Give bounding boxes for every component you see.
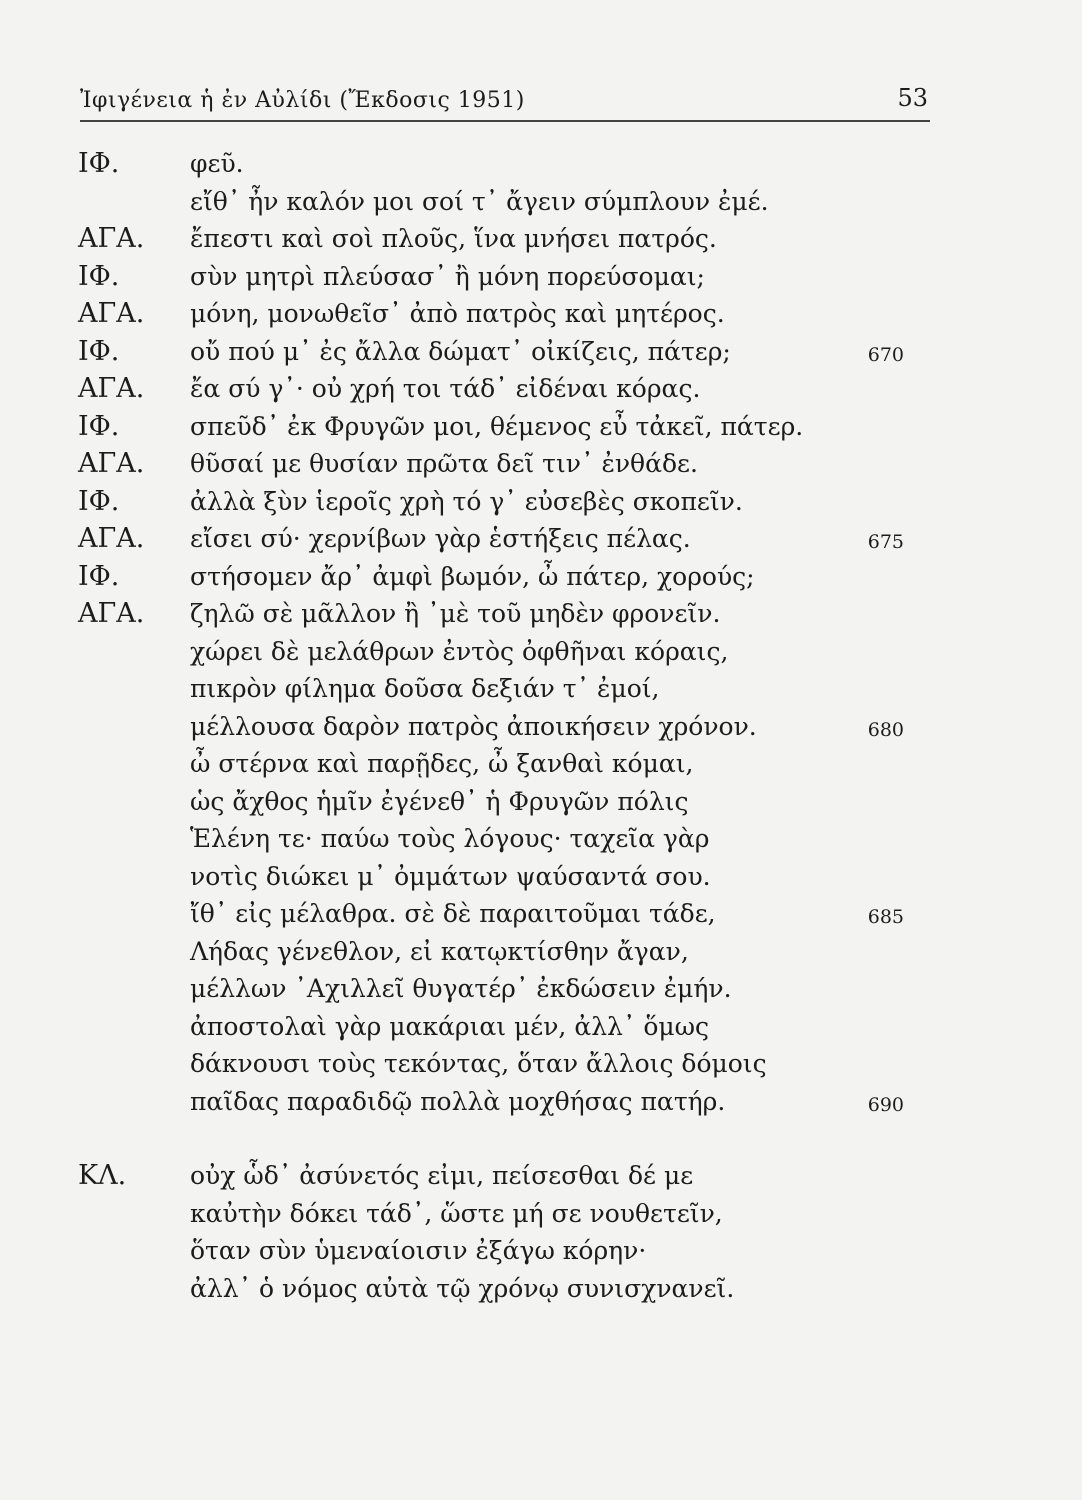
verse-line <box>0 220 1082 258</box>
speaker-label: ΑΓΑ. <box>78 298 145 329</box>
verse-line <box>0 1008 1082 1046</box>
verse-text: Λήδας γένεθλον, εἰ κατῳκτίσθην ἄγαν, <box>190 936 689 966</box>
verse-line <box>0 333 1082 371</box>
verse-text: ἀλλὰ ξὺν ἱεροῖς χρὴ τό γ᾽ εὐσεβὲς σκοπεῖν. <box>190 486 743 516</box>
verse-text: σπεῦδ᾽ ἐκ Φρυγῶν μοι, θέμενος εὖ τἀκεῖ, πάτερ. <box>190 411 804 441</box>
verse-line <box>0 295 1082 333</box>
header-title: Ἰφιγένεια ἡ ἐν Αὐλίδι (Ἔκδοσις 1951) <box>80 88 525 113</box>
speaker-label: ΑΓΑ. <box>78 448 145 479</box>
verse-line <box>0 708 1082 746</box>
verse-text: ἔα σύ γ᾽· οὐ χρή τοι τάδ᾽ εἰδέναι κόρας. <box>190 374 701 403</box>
speaker-label: ΙΦ. <box>78 485 120 517</box>
verse-line <box>0 820 1082 858</box>
verse-line <box>0 183 1082 221</box>
line-number: 680 <box>867 718 904 741</box>
verse-text: ἔπεστι καὶ σοὶ πλοῦς, ἵνα μνήσει πατρός. <box>190 224 717 253</box>
verse-text: ὦ στέρνα καὶ παρῇδες, ὦ ξανθαὶ κόμαι, <box>190 749 694 778</box>
verse-line <box>0 745 1082 783</box>
speaker-label: ΙΦ. <box>78 560 120 592</box>
line-number: 685 <box>867 906 904 928</box>
verse-text: δάκνουσι τοὺς τεκόντας, ὅταν ἄλλοις δόμοις <box>190 1049 767 1078</box>
verse-text: εἴθ᾽ ἦν καλόν μοι σοί τ᾽ ἄγειν σύμπλουν ἐμέ. <box>190 186 769 216</box>
verse-text: φεῦ. <box>190 149 244 178</box>
verse-text: καὐτὴν δόκει τάδ᾽, ὥστε μή σε νουθετεῖν, <box>190 1198 723 1228</box>
speaker-label: ΙΦ. <box>78 148 120 179</box>
verse-text: μέλλων ᾽Αχιλλεῖ θυγατέρ᾽ ἐκδώσειν ἐμήν. <box>190 974 732 1003</box>
verse-line <box>0 258 1082 296</box>
running-header <box>80 80 930 122</box>
verse-line <box>0 445 1082 483</box>
verse-line <box>0 520 1082 558</box>
verse-line <box>0 895 1082 933</box>
verse-line <box>0 1083 1082 1121</box>
verse-line <box>0 145 1082 183</box>
verse-line <box>0 408 1082 446</box>
line-number: 675 <box>867 531 904 553</box>
verse-text: ὅταν σὺν ὑμεναίοισιν ἐξάγω κόρην· <box>190 1236 647 1265</box>
verse-text: οὔ πού μ᾽ ἐς ἄλλα δώματ᾽ οἰκίζεις, πάτερ; <box>190 336 731 366</box>
verse-line <box>0 1195 1082 1233</box>
verse-text: στήσομεν ἄρ᾽ ἀμφὶ βωμόν, ὦ πάτερ, χορούς; <box>190 561 755 591</box>
verse-line <box>0 783 1082 821</box>
speaker-label: ΑΓΑ. <box>78 523 145 554</box>
verse-text: μέλλουσα δαρὸν πατρὸς ἀποικήσειν χρόνον. <box>190 711 757 741</box>
verse-text: νοτὶς διώκει μ᾽ ὀμμάτων ψαύσαντά σου. <box>190 861 711 891</box>
verse-text: οὐχ ὧδ᾽ ἀσύνετός εἰμι, πείσεσθαι δέ με <box>190 1161 694 1190</box>
verse-line <box>0 370 1082 408</box>
verse-line <box>0 1045 1082 1083</box>
verse-line <box>0 595 1082 633</box>
verse-text: ἀλλ᾽ ὁ νόμος αὐτὰ τῷ χρόνῳ συνισχνανεῖ. <box>190 1273 735 1303</box>
verse-text: πικρὸν φίλημα δοῦσα δεξιάν τ᾽ ἐμοί, <box>190 674 660 703</box>
verse-line <box>0 1232 1082 1270</box>
page-number: 53 <box>897 84 928 112</box>
verse-line <box>0 1157 1082 1195</box>
verse-text: παῖδας παραδιδῷ πολλὰ μοχθήσας πατήρ. <box>190 1086 726 1116</box>
verse-line <box>0 858 1082 896</box>
verse-line <box>0 483 1082 521</box>
verse-line <box>0 670 1082 708</box>
verse-text: θῦσαί με θυσίαν πρῶτα δεῖ τιν᾽ ἐνθάδε. <box>190 449 698 478</box>
speaker-label: ΑΓΑ. <box>78 223 145 254</box>
verse-line <box>0 558 1082 596</box>
verse-line <box>0 970 1082 1008</box>
verse-text: ἀποστολαὶ γὰρ μακάριαι μέν, ἀλλ᾽ ὅμως <box>190 1011 710 1041</box>
verse-text: σὺν μητρὶ πλεύσασ᾽ ἢ μόνη πορεύσομαι; <box>190 261 705 291</box>
speaker-label: ΚΛ. <box>78 1160 127 1191</box>
verse-text: Ἑλένη τε· παύω τοὺς λόγους· ταχεῖα γὰρ <box>190 824 710 853</box>
verse-text: μόνη, μονωθεῖσ᾽ ἀπὸ πατρὸς καὶ μητέρος. <box>190 299 725 328</box>
verse-text: ὡς ἄχθος ἡμῖν ἐγένεθ᾽ ἡ Φρυγῶν πόλις <box>190 786 689 816</box>
verse-text: ζηλῶ σὲ μᾶλλον ἢ ᾽μὲ τοῦ μηδὲν φρονεῖν. <box>190 599 721 628</box>
line-number: 690 <box>867 1093 904 1116</box>
verse-line <box>0 1270 1082 1308</box>
speaker-label: ΙΦ. <box>78 260 120 292</box>
verse-text: εἴσει σύ· χερνίβων γὰρ ἑστήξεις πέλας. <box>190 524 691 553</box>
speaker-label: ΙΦ. <box>78 410 120 442</box>
verse-text: χώρει δὲ μελάθρων ἐντὸς ὀφθῆναι κόραις, <box>190 636 729 666</box>
verse-line <box>0 933 1082 971</box>
verse-block <box>0 145 1082 1307</box>
verse-text: ἴθ᾽ εἰς μέλαθρα. σὲ δὲ παραιτοῦμαι τάδε, <box>190 899 716 928</box>
speaker-label: ΑΓΑ. <box>78 373 145 404</box>
speaker-label: ΙΦ. <box>78 335 120 367</box>
speaker-label: ΑΓΑ. <box>78 598 145 629</box>
stanza-gap <box>0 1120 1082 1157</box>
line-number: 670 <box>867 343 904 366</box>
verse-line <box>0 633 1082 671</box>
